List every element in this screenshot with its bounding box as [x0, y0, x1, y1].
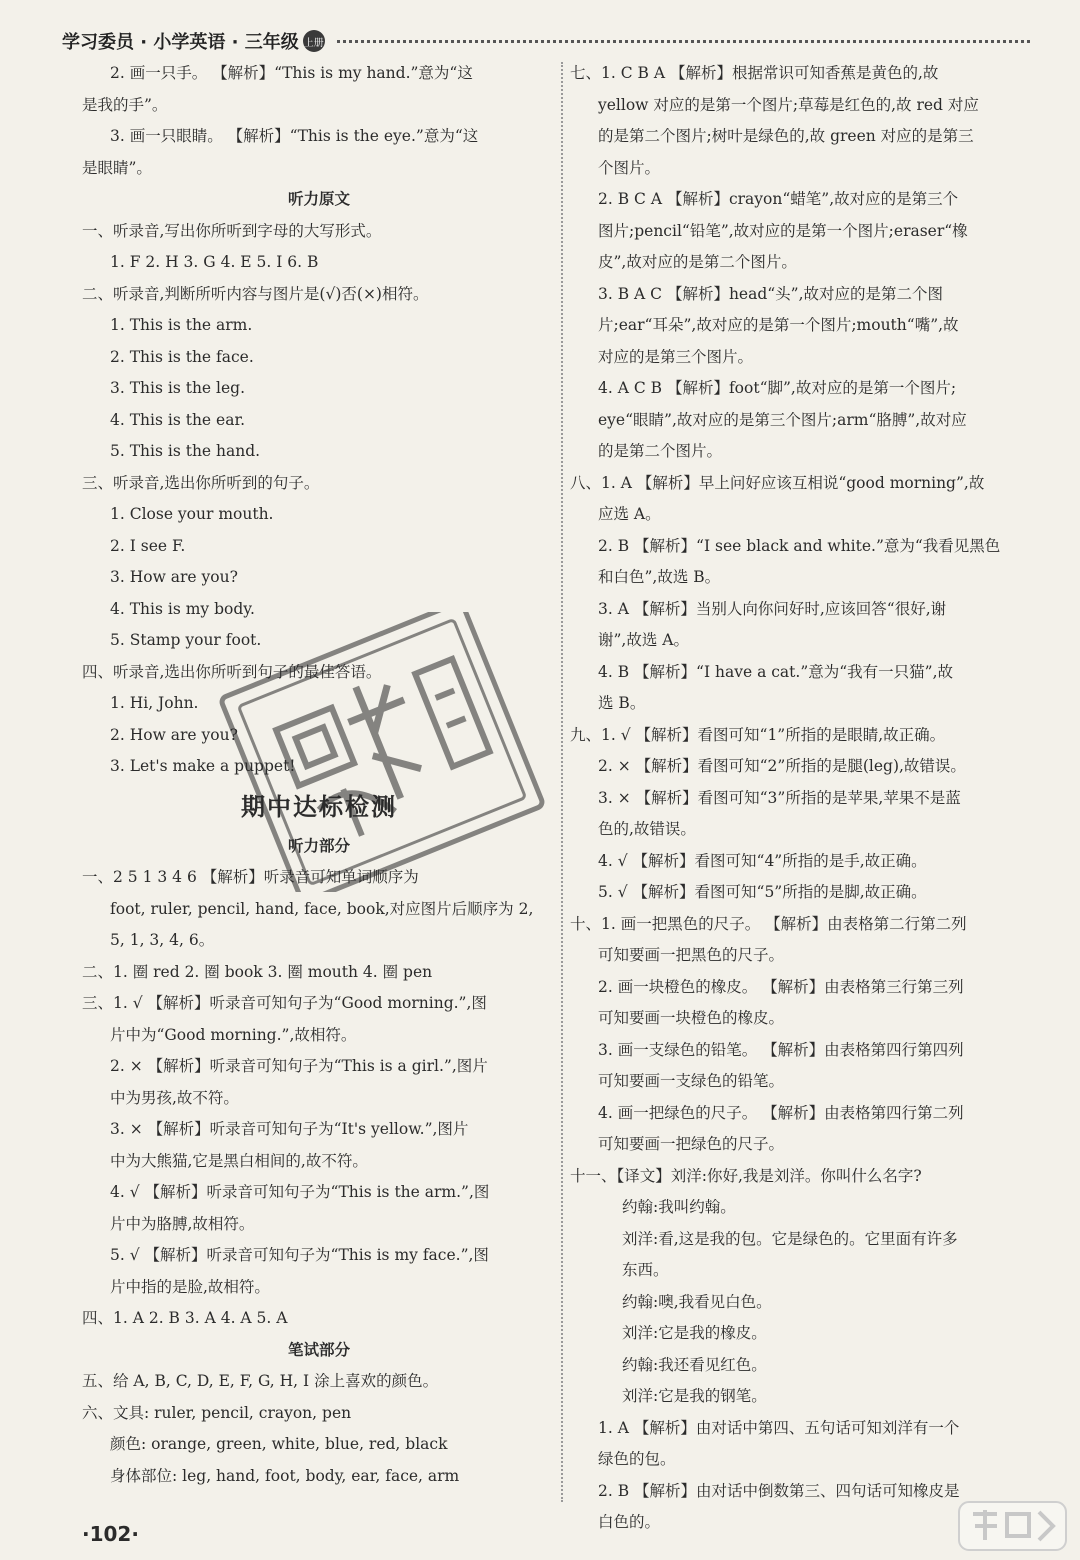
right-line: 的是第二个图片;树叶是绿色的,故 green 对应的是第三	[598, 127, 974, 145]
left-line: 三、1. √ 【解析】听录音可知句子为“Good morning.”,图	[82, 994, 487, 1012]
right-line: 八、1. A 【解析】早上问好应该互相说“good morning”,故	[570, 473, 985, 492]
left-line: 1. F 2. H 3. G 4. E 5. I 6. B	[110, 253, 319, 271]
right-line: 七、1. C B A 【解析】根据常识可知香蕉是黄色的,故	[570, 64, 939, 82]
left-line: 期中达标检测	[241, 792, 397, 821]
left-line: 3. × 【解析】听录音可知句子为“It's yellow.”,图片	[110, 1120, 469, 1138]
left-line: 2. How are you?	[110, 725, 238, 744]
right-line: 刘洋:看,这是我的包。它是绿色的。它里面有许多	[622, 1229, 958, 1248]
right-line: 5. √ 【解析】看图可知“5”所指的是脚,故正确。	[598, 883, 927, 901]
right-line: 约翰:我还看见红色。	[622, 1355, 767, 1374]
site-watermark-logo	[955, 1498, 1070, 1554]
left-line: 身体部位: leg, hand, foot, body, ear, face, arm	[110, 1466, 460, 1485]
right-line: 谢”,故选 A。	[598, 631, 689, 649]
right-column	[570, 58, 1046, 1539]
right-line: 个图片。	[598, 158, 661, 177]
right-line: 3. 画一支绿色的铅笔。 【解析】由表格第四行第四列	[598, 1040, 964, 1059]
left-line: 3. How are you?	[110, 568, 238, 586]
right-line: 皮”,故对应的是第二个图片。	[598, 253, 797, 271]
left-line: 片中为胳膊,故相符。	[110, 1214, 255, 1233]
right-line: 约翰:噢,我看见白色。	[622, 1292, 772, 1311]
left-line: 三、听录音,选出你所听到的句子。	[82, 473, 320, 492]
right-line: 绿色的包。	[598, 1450, 676, 1468]
left-line: 颜色: orange, green, white, blue, red, black	[110, 1435, 448, 1453]
right-line: 2. B C A 【解析】crayon“蜡笔”,故对应的是第三个	[598, 190, 959, 208]
right-line: 和白色”,故选 B。	[598, 568, 721, 586]
left-line: 5. This is the hand.	[110, 442, 261, 460]
left-line: 4. This is my body.	[110, 599, 255, 618]
left-line: 5. Stamp your foot.	[110, 631, 262, 649]
column-divider	[561, 62, 563, 1502]
left-line: 片中为“Good morning.”,故相符。	[110, 1025, 357, 1044]
left-line: 3. 画一只眼睛。 【解析】“This is the eye.”意为“这	[110, 127, 479, 145]
right-line: 4. 画一把绿色的尺子。 【解析】由表格第四行第二列	[598, 1103, 964, 1122]
right-line: 东西。	[622, 1261, 669, 1279]
left-line: 1. Close your mouth.	[110, 505, 274, 523]
left-line: 4. This is the ear.	[110, 410, 246, 429]
left-line: 二、1. 圈 red 2. 圈 book 3. 圈 mouth 4. 圈 pen	[82, 962, 433, 981]
right-line: 的是第二个图片。	[598, 442, 723, 460]
left-line: 五、给 A, B, C, D, E, F, G, H, I 涂上喜欢的颜色。	[82, 1372, 439, 1390]
right-line: 3. × 【解析】看图可知“3”所指的是苹果,苹果不是蓝	[598, 788, 961, 807]
right-line: 图片;pencil“铅笔”,故对应的是第一个图片;eraser“橡	[598, 221, 968, 240]
left-line: foot, ruler, pencil, hand, face, book,对应图片后顺序为 2,	[110, 899, 534, 918]
right-line: 4. √ 【解析】看图可知“4”所指的是手,故正确。	[598, 851, 927, 870]
right-line: 3. B A C 【解析】head“头”,故对应的是第二个图	[598, 284, 944, 303]
right-line: 可知要画一把绿色的尺子。	[598, 1135, 785, 1153]
volume-badge: 上册	[303, 30, 325, 52]
left-line: 5. √ 【解析】听录音可知句子为“This is my face.”,图	[110, 1246, 489, 1264]
right-line: 九、1. √ 【解析】看图可知“1”所指的是眼睛,故正确。	[570, 725, 946, 744]
left-line: 是我的手”。	[82, 95, 168, 114]
left-line: 中为大熊猫,它是黑白相间的,故不符。	[110, 1151, 368, 1170]
left-line: 二、听录音,判断所听内容与图片是(√)否(×)相符。	[82, 284, 429, 303]
left-line: 4. √ 【解析】听录音可知句子为“This is the arm.”,图	[110, 1183, 490, 1201]
right-line: 2. B 【解析】“I see black and white.”意为“我看见黑色	[598, 536, 1001, 555]
right-line: 可知要画一把黑色的尺子。	[598, 946, 785, 964]
right-line: 刘洋:它是我的钢笔。	[622, 1387, 767, 1405]
left-line: 片中指的是脸,故相符。	[110, 1277, 270, 1296]
right-line: 十、1. 画一把黑色的尺子。 【解析】由表格第二行第二列	[570, 914, 967, 933]
left-line: 3. This is the leg.	[110, 379, 246, 397]
left-line: 2. × 【解析】听录音可知句子为“This is a girl.”,图片	[110, 1057, 488, 1075]
right-line: 选 B。	[598, 694, 646, 712]
page-number: ·102·	[82, 1522, 139, 1546]
right-line: 4. A C B 【解析】foot“脚”,故对应的是第一个图片;	[598, 379, 957, 397]
right-line: 2. × 【解析】看图可知“2”所指的是腿(leg),故错误。	[598, 757, 966, 775]
left-line: 2. I see F.	[110, 536, 186, 555]
right-line: 刘洋:它是我的橡皮。	[622, 1324, 767, 1342]
left-column	[82, 58, 556, 1492]
right-line: 应选 A。	[598, 505, 661, 523]
right-line: 十一、【译文】刘洋:你好,我是刘洋。你叫什么名字?	[570, 1166, 922, 1185]
left-line: 一、听录音,写出你所听到字母的大写形式。	[82, 221, 382, 240]
right-line: 色的,故错误。	[598, 820, 696, 838]
right-line: 3. A 【解析】当别人向你问好时,应该回答“很好,谢	[598, 599, 947, 618]
right-line: 可知要画一支绿色的铅笔。	[598, 1072, 785, 1090]
left-line: 四、听录音,选出你所听到句子的最佳答语。	[82, 662, 382, 681]
left-line: 是眼睛”。	[82, 158, 152, 177]
right-line: 白色的。	[598, 1513, 661, 1531]
left-line: 六、文具: ruler, pencil, crayon, pen	[82, 1403, 352, 1422]
right-line: 约翰:我叫约翰。	[622, 1198, 736, 1216]
right-line: eye“眼睛”,故对应的是第三个图片;arm“胳膊”,故对应	[598, 410, 967, 429]
left-line: 3. Let's make a puppet!	[110, 757, 296, 775]
right-line: 可知要画一块橙色的橡皮。	[598, 1009, 785, 1027]
running-header	[62, 26, 1030, 56]
left-line: 1. This is the arm.	[110, 316, 253, 334]
right-line: 2. 画一块橙色的橡皮。 【解析】由表格第三行第三列	[598, 977, 964, 996]
left-line: 笔试部分	[287, 1340, 350, 1359]
left-line: 四、1. A 2. B 3. A 4. A 5. A	[82, 1309, 288, 1327]
left-line: 2. This is the face.	[110, 347, 254, 366]
left-line: 2. 画一只手。 【解析】“This is my hand.”意为“这	[110, 64, 473, 82]
right-line: 2. B 【解析】由对话中倒数第三、四句话可知橡皮是	[598, 1481, 960, 1500]
left-line: 听力部分	[287, 836, 350, 855]
right-line: yellow 对应的是第一个图片;草莓是红色的,故 red 对应	[598, 95, 979, 114]
left-line: 一、2 5 1 3 4 6 【解析】听录音可知单词顺序为	[82, 868, 419, 886]
left-line: 听力原文	[287, 190, 350, 208]
left-line: 5, 1, 3, 4, 6。	[110, 931, 215, 949]
right-line: 对应的是第三个图片。	[598, 347, 754, 366]
right-line: 4. B 【解析】“I have a cat.”意为“我有一只猫”,故	[598, 662, 954, 681]
header-dotted-rule	[337, 40, 1030, 43]
right-line: 片;ear“耳朵”,故对应的是第一个图片;mouth“嘴”,故	[598, 316, 959, 334]
right-line: 1. A 【解析】由对话中第四、五句话可知刘洋有一个	[598, 1418, 960, 1437]
left-line: 1. Hi, John.	[110, 694, 199, 712]
header-title: 学习委员 · 小学英语 · 三年级	[62, 32, 299, 53]
left-line: 中为男孩,故不符。	[110, 1088, 239, 1107]
